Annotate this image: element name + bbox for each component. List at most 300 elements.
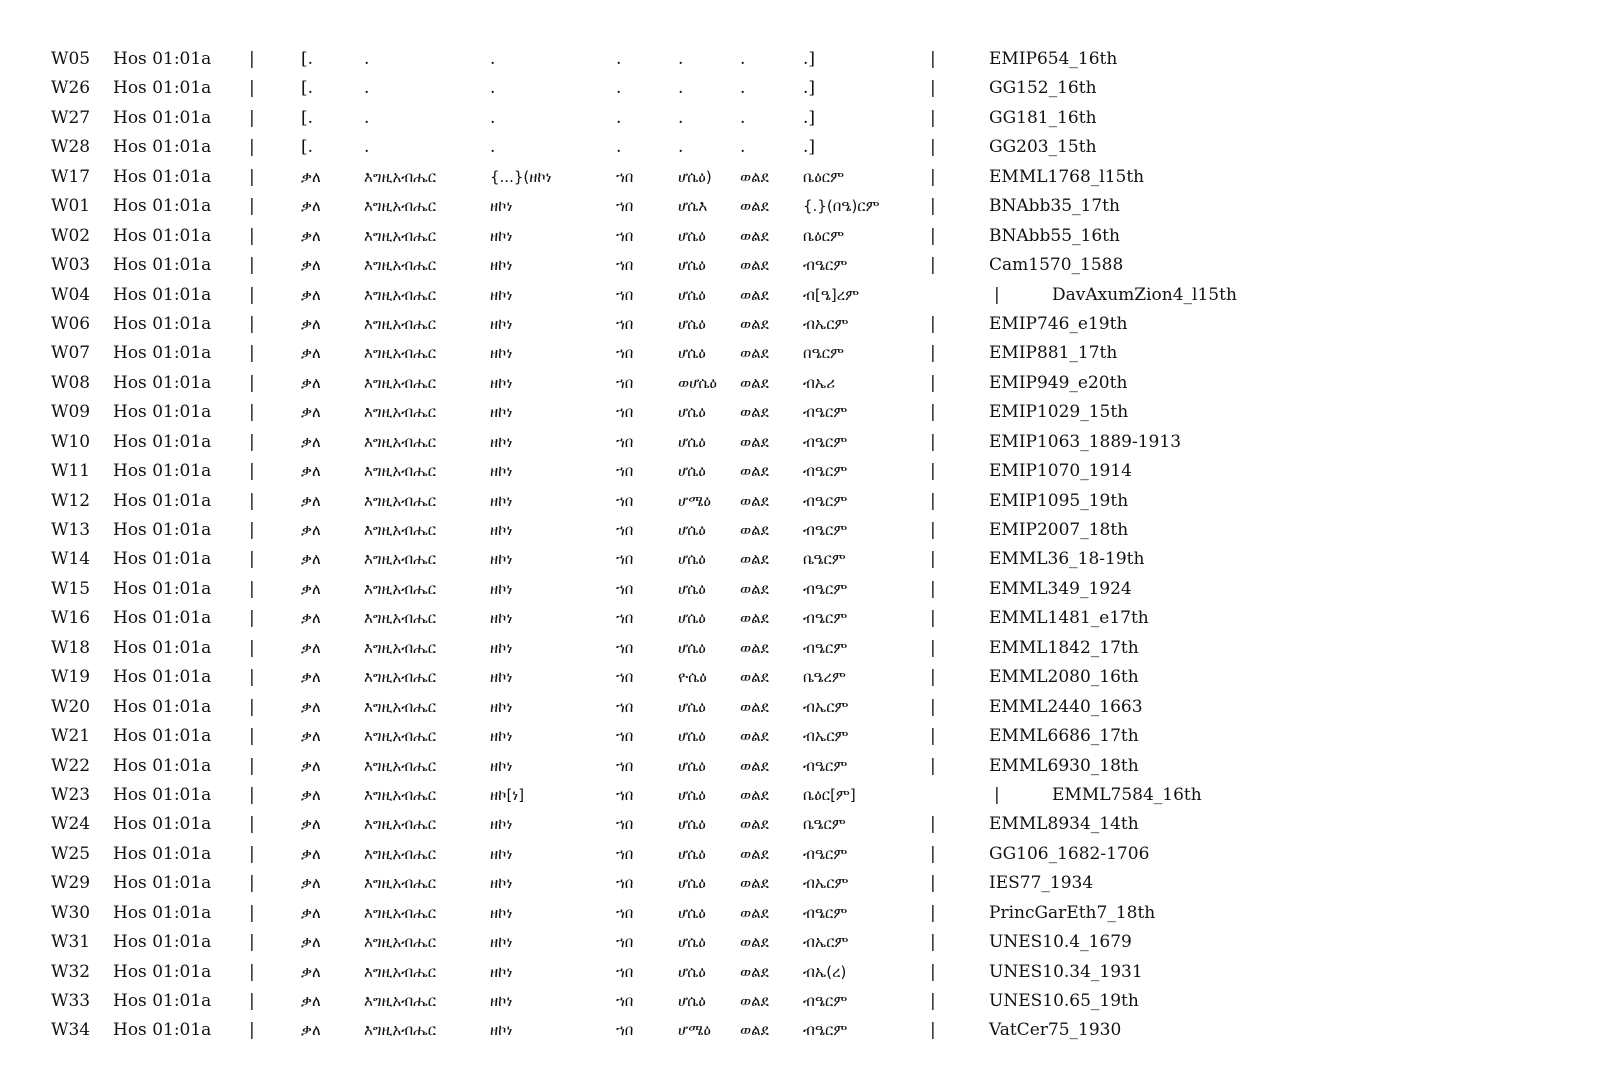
word-4: ኀበ — [616, 785, 634, 804]
collation-row — [0, 339, 1597, 368]
separator-bar: | — [249, 402, 255, 423]
word-5: ሆሴዕ — [678, 314, 706, 333]
word-1: ቃለ — [301, 815, 321, 834]
word-6: ወልደ — [740, 491, 769, 510]
separator-bar: | — [930, 843, 936, 864]
separator-bar: | — [930, 78, 936, 99]
word-3: ዘኮነ — [490, 933, 513, 952]
word-6: ወልደ — [740, 785, 769, 804]
word-7: .] — [803, 78, 816, 99]
collation-row — [0, 487, 1597, 516]
word-5: ሆሴዕ — [678, 403, 706, 422]
verse-reference: Hos 01:01a — [113, 873, 212, 894]
separator-bar: | — [249, 49, 255, 69]
collation-row — [0, 663, 1597, 692]
word-4: . — [616, 137, 622, 158]
word-6: ወልደ — [740, 226, 769, 245]
word-1: ቃለ — [301, 697, 321, 716]
separator-bar: | — [930, 814, 936, 835]
word-1: ቃለ — [301, 933, 321, 952]
witness-id: W03 — [51, 255, 91, 276]
witness-id: W26 — [51, 78, 91, 99]
manuscript-siglum: BNAbb35_17th — [989, 196, 1120, 217]
word-4: ኀበ — [616, 373, 634, 392]
word-3: . — [490, 137, 496, 158]
word-5: ሆሴዕ — [678, 844, 706, 863]
word-2: . — [364, 49, 370, 69]
word-2: እግዚአብሔር — [364, 874, 437, 893]
manuscript-siglum: EMIP1063_1889-1913 — [989, 431, 1182, 452]
word-6: ወልደ — [740, 373, 769, 392]
separator-bar: | — [994, 784, 1000, 805]
word-6: ወልደ — [740, 1021, 769, 1040]
word-7: ብዔርም — [803, 992, 848, 1010]
verse-reference: Hos 01:01a — [113, 520, 212, 540]
word-4: ኀበ — [616, 579, 634, 598]
manuscript-siglum: EMIP1070_1914 — [989, 461, 1132, 482]
manuscript-siglum: EMML7584_16th — [1052, 784, 1202, 805]
word-2: . — [364, 137, 370, 158]
separator-bar: | — [249, 372, 255, 393]
word-1: ቃለ — [301, 285, 321, 304]
word-5: ሆሴዕ — [678, 874, 706, 893]
witness-id: W30 — [51, 902, 91, 923]
separator-bar: | — [930, 991, 936, 1011]
word-7: ብዔርም — [803, 844, 848, 863]
word-6: ወልደ — [740, 344, 769, 363]
word-5: ሆሜዕ — [678, 491, 711, 510]
word-2: እግዚአብሔር — [364, 256, 437, 275]
word-7: ብኤርም — [803, 314, 849, 333]
word-7: ብዔርም — [803, 609, 848, 628]
word-1: ቃለ — [301, 844, 321, 863]
word-4: ኀበ — [616, 727, 634, 746]
word-2: እግዚአብሔር — [364, 373, 437, 392]
word-7: ብኤርም — [803, 933, 849, 952]
word-2: እግዚአብሔር — [364, 314, 437, 333]
verse-reference: Hos 01:01a — [113, 549, 212, 570]
word-6: ወልደ — [740, 815, 769, 834]
word-3: ዘኮነ — [490, 197, 513, 216]
word-2: እግዚአብሔር — [364, 727, 437, 746]
word-3: ዘኮነ — [490, 491, 513, 510]
separator-bar: | — [930, 755, 936, 776]
word-2: እግዚአብሔር — [364, 344, 437, 363]
verse-reference: Hos 01:01a — [113, 578, 212, 599]
verse-reference: Hos 01:01a — [113, 137, 212, 158]
word-6: ወልደ — [740, 933, 769, 952]
word-3: ዘኮነ — [490, 285, 513, 304]
word-3: ዘኮ[ነ] — [490, 785, 525, 804]
word-1: ቃለ — [301, 550, 321, 569]
separator-bar: | — [249, 196, 255, 217]
verse-reference: Hos 01:01a — [113, 284, 212, 305]
word-6: ወልደ — [740, 874, 769, 893]
word-6: ወልደ — [740, 638, 769, 657]
separator-bar: | — [930, 225, 936, 246]
word-1: ቃለ — [301, 314, 321, 333]
manuscript-siglum: Cam1570_1588 — [989, 255, 1124, 276]
word-3: ዘኮነ — [490, 521, 513, 539]
separator-bar: | — [249, 932, 255, 953]
witness-id: W31 — [51, 932, 91, 953]
word-1: ቃለ — [301, 432, 321, 451]
manuscript-siglum: EMIP1029_15th — [989, 402, 1129, 423]
verse-reference: Hos 01:01a — [113, 755, 212, 776]
witness-id: W09 — [51, 402, 91, 423]
word-6: ወልደ — [740, 521, 769, 539]
word-7: ብኤሪ — [803, 373, 835, 392]
manuscript-siglum: EMML1768_l15th — [989, 166, 1145, 187]
collation-row — [0, 516, 1597, 545]
word-7: ብዔርም — [803, 1021, 848, 1040]
collation-row — [0, 192, 1597, 221]
verse-reference: Hos 01:01a — [113, 784, 212, 805]
word-1: ቃለ — [301, 962, 321, 981]
word-7: ብዔርም — [803, 491, 848, 510]
separator-bar: | — [249, 431, 255, 452]
separator-bar: | — [930, 490, 936, 511]
verse-reference: Hos 01:01a — [113, 902, 212, 923]
separator-bar: | — [930, 431, 936, 452]
word-7: .] — [803, 107, 816, 128]
witness-id: W14 — [51, 549, 91, 570]
manuscript-siglum: EMIP654_16th — [989, 49, 1118, 69]
collation-row — [0, 545, 1597, 574]
separator-bar: | — [249, 549, 255, 570]
word-5: ሆሴዕ — [678, 933, 706, 952]
word-6: . — [740, 137, 746, 158]
word-3: ዘኮነ — [490, 638, 513, 657]
separator-bar: | — [249, 313, 255, 334]
word-5: ሆሜዕ — [678, 1021, 711, 1040]
manuscript-siglum: EMML8934_14th — [989, 814, 1139, 835]
word-4: ኀበ — [616, 344, 634, 363]
word-4: ኀበ — [616, 962, 634, 981]
separator-bar: | — [930, 637, 936, 658]
word-1: ቃለ — [301, 1021, 321, 1040]
word-2: እግዚአብሔር — [364, 550, 437, 569]
verse-reference: Hos 01:01a — [113, 726, 212, 747]
collation-row — [0, 781, 1597, 810]
separator-bar: | — [249, 696, 255, 717]
word-2: እግዚአብሔር — [364, 226, 437, 245]
word-3: ዘኮነ — [490, 844, 513, 863]
word-2: እግዚአብሔር — [364, 697, 437, 716]
separator-bar: | — [249, 490, 255, 511]
verse-reference: Hos 01:01a — [113, 313, 212, 334]
manuscript-siglum: GG203_15th — [989, 137, 1097, 158]
word-7: ብ[ዔ]ረም — [803, 285, 860, 304]
word-3: ዘኮነ — [490, 874, 513, 893]
word-1: [. — [301, 78, 314, 99]
word-4: ኀበ — [616, 609, 634, 628]
manuscript-siglum: DavAxumZion4_l15th — [1052, 284, 1237, 305]
word-7: በዔርም — [803, 344, 845, 363]
separator-bar: | — [249, 343, 255, 364]
word-7: ብኤርም — [803, 874, 849, 893]
verse-reference: Hos 01:01a — [113, 814, 212, 835]
word-1: [. — [301, 107, 314, 128]
word-7: ብዔርም — [803, 521, 848, 539]
separator-bar: | — [930, 166, 936, 187]
word-4: ኀበ — [616, 285, 634, 304]
separator-bar: | — [249, 255, 255, 276]
manuscript-siglum: EMIP746_e19th — [989, 313, 1128, 334]
verse-reference: Hos 01:01a — [113, 461, 212, 482]
separator-bar: | — [249, 578, 255, 599]
word-7: ብዔርም — [803, 462, 848, 481]
word-4: ኀበ — [616, 668, 634, 687]
witness-id: W07 — [51, 343, 91, 364]
word-4: ኀበ — [616, 874, 634, 893]
witness-id: W34 — [51, 1020, 91, 1041]
witness-id: W12 — [51, 490, 91, 511]
word-7: ቤዕርም — [803, 167, 845, 186]
collation-row — [0, 428, 1597, 457]
word-4: ኀበ — [616, 903, 634, 922]
verse-reference: Hos 01:01a — [113, 166, 212, 187]
word-6: ወልደ — [740, 727, 769, 746]
verse-reference: Hos 01:01a — [113, 696, 212, 717]
word-3: ዘኮነ — [490, 962, 513, 981]
word-6: ወልደ — [740, 579, 769, 598]
verse-reference: Hos 01:01a — [113, 196, 212, 217]
collation-row — [0, 575, 1597, 604]
word-1: ቃለ — [301, 462, 321, 481]
word-2: እግዚአብሔር — [364, 668, 437, 687]
witness-id: W17 — [51, 166, 91, 187]
collation-row — [0, 810, 1597, 839]
word-5: ወሆሴዕ — [678, 373, 717, 392]
manuscript-siglum: EMML6930_18th — [989, 755, 1139, 776]
collation-row — [0, 369, 1597, 398]
word-5: ሆሴዕ — [678, 638, 706, 657]
word-2: እግዚአብሔር — [364, 521, 437, 539]
word-7: ብዔርም — [803, 756, 848, 775]
word-7: .] — [803, 137, 816, 158]
word-3: {...}(ዘኮነ — [490, 167, 552, 186]
witness-id: W02 — [51, 225, 91, 246]
collation-row — [0, 987, 1597, 1016]
manuscript-siglum: EMML36_18-19th — [989, 549, 1145, 570]
word-6: ወልደ — [740, 256, 769, 275]
separator-bar: | — [930, 402, 936, 423]
word-2: . — [364, 78, 370, 99]
word-5: ሆሴዕ — [678, 521, 706, 539]
word-2: እግዚአብሔር — [364, 815, 437, 834]
witness-id: W06 — [51, 313, 91, 334]
separator-bar: | — [249, 637, 255, 658]
word-6: . — [740, 107, 746, 128]
manuscript-siglum: EMIP881_17th — [989, 343, 1118, 364]
collation-row — [0, 251, 1597, 280]
word-2: እግዚአብሔር — [364, 403, 437, 422]
word-3: ዘኮነ — [490, 992, 513, 1010]
word-5: ሆሴዕ — [678, 815, 706, 834]
manuscript-siglum: EMIP1095_19th — [989, 490, 1129, 511]
word-2: እግዚአብሔር — [364, 903, 437, 922]
word-5: . — [678, 49, 684, 69]
word-5: ሆሴዕ) — [678, 167, 712, 186]
collation-row — [0, 604, 1597, 633]
word-5: ሆሴዕ — [678, 285, 706, 304]
word-5: ሆሴዕ — [678, 697, 706, 716]
word-3: ዘኮነ — [490, 256, 513, 275]
word-3: ዘኮነ — [490, 609, 513, 628]
word-4: ኀበ — [616, 256, 634, 275]
word-5: . — [678, 137, 684, 158]
collation-row — [0, 958, 1597, 987]
word-1: ቃለ — [301, 521, 321, 539]
word-6: ወልደ — [740, 314, 769, 333]
word-5: ሆሴዕ — [678, 962, 706, 981]
separator-bar: | — [249, 873, 255, 894]
collation-row — [0, 222, 1597, 251]
word-7: ቤዔርም — [803, 550, 846, 569]
witness-id: W05 — [51, 49, 91, 69]
word-7: .] — [803, 49, 816, 69]
separator-bar: | — [249, 755, 255, 776]
manuscript-siglum: EMIP949_e20th — [989, 372, 1128, 393]
word-5: ሆሴእ — [678, 197, 708, 216]
separator-bar: | — [930, 49, 936, 69]
word-5: ዮሴዕ — [678, 668, 707, 687]
manuscript-siglum: EMML2440_1663 — [989, 696, 1143, 717]
separator-bar: | — [249, 284, 255, 305]
separator-bar: | — [930, 549, 936, 570]
separator-bar: | — [930, 932, 936, 953]
separator-bar: | — [930, 313, 936, 334]
word-7: ብዔርም — [803, 579, 848, 598]
word-4: . — [616, 49, 622, 69]
word-2: እግዚአብሔር — [364, 491, 437, 510]
word-4: ኀበ — [616, 197, 634, 216]
word-3: ዘኮነ — [490, 668, 513, 687]
word-5: ሆሴዕ — [678, 226, 706, 245]
word-2: እግዚአብሔር — [364, 432, 437, 451]
separator-bar: | — [249, 520, 255, 540]
manuscript-siglum: VatCer75_1930 — [989, 1020, 1122, 1041]
separator-bar: | — [249, 137, 255, 158]
word-1: ቃለ — [301, 785, 321, 804]
word-1: ቃለ — [301, 373, 321, 392]
word-7: ብኤ(ረ) — [803, 962, 847, 981]
word-6: ወልደ — [740, 285, 769, 304]
word-1: ቃለ — [301, 403, 321, 422]
word-7: {.}(በዔ)ርም — [803, 197, 880, 216]
collation-row — [0, 752, 1597, 781]
word-7: ቤዔረም — [803, 668, 846, 687]
word-2: እግዚአብሔር — [364, 462, 437, 481]
word-5: ሆሴዕ — [678, 256, 706, 275]
word-6: ወልደ — [740, 962, 769, 981]
word-7: ብዔርም — [803, 638, 848, 657]
separator-bar: | — [930, 196, 936, 217]
collation-row — [0, 398, 1597, 427]
word-6: ወልደ — [740, 697, 769, 716]
word-5: ሆሴዕ — [678, 432, 706, 451]
word-7: ብኤርም — [803, 697, 849, 716]
word-5: ሆሴዕ — [678, 992, 706, 1010]
collation-row — [0, 693, 1597, 722]
verse-reference: Hos 01:01a — [113, 78, 212, 99]
word-1: ቃለ — [301, 874, 321, 893]
manuscript-siglum: EMML6686_17th — [989, 726, 1139, 747]
separator-bar: | — [249, 107, 255, 128]
verse-reference: Hos 01:01a — [113, 667, 212, 688]
collation-row — [0, 928, 1597, 957]
word-5: ሆሴዕ — [678, 903, 706, 922]
word-4: ኀበ — [616, 491, 634, 510]
word-5: ሆሴዕ — [678, 550, 706, 569]
witness-id: W20 — [51, 696, 91, 717]
word-6: ወልደ — [740, 167, 769, 186]
collation-row — [0, 634, 1597, 663]
witness-id: W25 — [51, 843, 91, 864]
manuscript-siglum: BNAbb55_16th — [989, 225, 1120, 246]
word-4: ኀበ — [616, 521, 634, 539]
witness-id: W24 — [51, 814, 91, 835]
word-1: ቃለ — [301, 756, 321, 775]
separator-bar: | — [249, 991, 255, 1011]
word-1: ቃለ — [301, 903, 321, 922]
word-4: ኀበ — [616, 403, 634, 422]
word-1: ቃለ — [301, 727, 321, 746]
collation-row — [0, 104, 1597, 133]
word-2: እግዚአብሔር — [364, 197, 437, 216]
word-2: እግዚአብሔር — [364, 962, 437, 981]
separator-bar: | — [930, 902, 936, 923]
verse-reference: Hos 01:01a — [113, 490, 212, 511]
verse-reference: Hos 01:01a — [113, 637, 212, 658]
verse-reference: Hos 01:01a — [113, 255, 212, 276]
separator-bar: | — [930, 1020, 936, 1041]
verse-reference: Hos 01:01a — [113, 961, 212, 982]
word-4: ኀበ — [616, 432, 634, 451]
word-5: ሆሴዕ — [678, 609, 706, 628]
word-5: ሆሴዕ — [678, 756, 706, 775]
word-7: ቤዔርም — [803, 815, 846, 834]
word-5: . — [678, 78, 684, 99]
manuscript-siglum: EMML349_1924 — [989, 578, 1132, 599]
word-3: ዘኮነ — [490, 727, 513, 746]
separator-bar: | — [249, 608, 255, 629]
word-3: ዘኮነ — [490, 462, 513, 481]
word-2: እግዚአብሔር — [364, 933, 437, 952]
separator-bar: | — [249, 461, 255, 482]
word-3: ዘኮነ — [490, 579, 513, 598]
word-4: ኀበ — [616, 756, 634, 775]
collation-row — [0, 74, 1597, 103]
separator-bar: | — [249, 784, 255, 805]
word-6: ወልደ — [740, 403, 769, 422]
separator-bar: | — [249, 667, 255, 688]
word-6: . — [740, 49, 746, 69]
separator-bar: | — [249, 78, 255, 99]
word-7: ቤዕር[ም] — [803, 785, 856, 804]
witness-id: W28 — [51, 137, 91, 158]
separator-bar: | — [249, 1020, 255, 1041]
verse-reference: Hos 01:01a — [113, 225, 212, 246]
word-7: ብዔርም — [803, 432, 848, 451]
witness-id: W23 — [51, 784, 91, 805]
word-6: ወልደ — [740, 903, 769, 922]
word-2: እግዚአብሔር — [364, 844, 437, 863]
word-2: እግዚአብሔር — [364, 638, 437, 657]
word-6: ወልደ — [740, 432, 769, 451]
word-4: ኀበ — [616, 815, 634, 834]
